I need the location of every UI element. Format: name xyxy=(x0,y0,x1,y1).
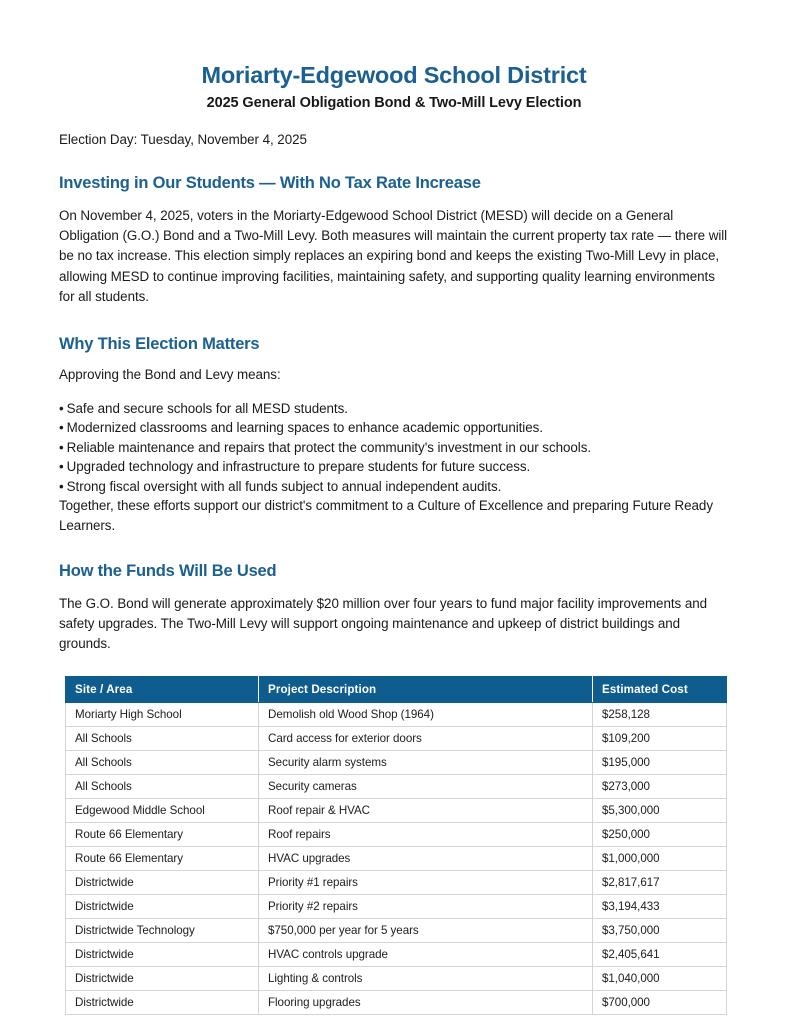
cell-cost: $3,750,000 xyxy=(593,918,727,942)
table-row xyxy=(66,726,727,750)
cell-site: Edgewood Middle School xyxy=(66,798,259,822)
section-investing xyxy=(59,174,729,308)
cell-description: Flooring upgrades xyxy=(259,990,593,1014)
section-closing-why-matters: Together, these efforts support our district's commitment to a Culture of Excellence and preparing Future Ready Learners. xyxy=(59,498,713,533)
cell-cost: $1,040,000 xyxy=(593,966,727,990)
cell-site: Districtwide xyxy=(66,870,259,894)
list-item xyxy=(59,399,729,419)
column-header-cost: Estimated Cost xyxy=(593,676,727,702)
table-row xyxy=(66,846,727,870)
cell-cost: $109,200 xyxy=(593,726,727,750)
benefits-bullet-list xyxy=(59,399,729,497)
project-cost-table xyxy=(65,676,727,1015)
cell-description: Priority #1 repairs xyxy=(259,870,593,894)
cell-cost: $1,000,000 xyxy=(593,846,727,870)
cell-site: Route 66 Elementary xyxy=(66,822,259,846)
section-heading-investing: Investing in Our Students — With No Tax Rate Increase xyxy=(59,173,481,192)
cell-description: $750,000 per year for 5 years xyxy=(259,918,593,942)
table-row xyxy=(66,774,727,798)
list-item-label: Upgraded technology and infrastructure to prepare students for future success. xyxy=(66,459,531,475)
section-paragraph-investing: On November 4, 2025, voters in the Moriarty-Edgewood School District (MESD) will decide on a General Obligation (G.O.) Bond and a Two-Mill Levy. Both measures will maintain the current property tax rate — there will be no tax increase. This election simply replaces an expiring bond and keeps the existing Two-Mill Levy in place, allowing MESD to continue improving facilities, maintaining safety, and supporting quality learning environments for all students. xyxy=(59,207,728,305)
table-row xyxy=(66,702,727,726)
list-item-label: Reliable maintenance and repairs that protect the community's investment in our schools. xyxy=(66,439,592,455)
section-heading-why-matters: Why This Election Matters xyxy=(59,334,260,353)
list-item xyxy=(59,457,729,477)
table-row xyxy=(66,750,727,774)
cell-cost: $273,000 xyxy=(593,774,727,798)
list-item xyxy=(59,418,729,438)
cell-site: Districtwide xyxy=(66,990,259,1014)
bullet-dot-icon: • xyxy=(59,459,64,475)
bullet-dot-icon: • xyxy=(59,478,64,494)
bullet-dot-icon: • xyxy=(59,439,64,455)
section-why-matters xyxy=(59,335,729,536)
cell-cost: $2,817,617 xyxy=(593,870,727,894)
table-row xyxy=(66,798,727,822)
cell-cost: $3,194,433 xyxy=(593,894,727,918)
cell-description: Demolish old Wood Shop (1964) xyxy=(259,702,593,726)
section-paragraph-how-funds-used: The G.O. Bond will generate approximately $20 million over four years to fund major facility improvements and safety upgrades. The Two-Mill Levy will support ongoing maintenance and upkeep of district buildings and grounds. xyxy=(59,595,708,651)
election-day-line: Election Day: Tuesday, November 4, 2025 xyxy=(59,131,307,147)
cell-site: All Schools xyxy=(66,774,259,798)
cost-table-container xyxy=(65,676,729,1015)
cell-cost: $258,128 xyxy=(593,702,727,726)
cell-description: Security cameras xyxy=(259,774,593,798)
table-row xyxy=(66,942,727,966)
cell-site: Moriarty High School xyxy=(66,702,259,726)
cell-cost: $5,300,000 xyxy=(593,798,727,822)
list-item-label: Strong fiscal oversight with all funds subject to annual independent audits. xyxy=(66,478,502,494)
list-item-label: Safe and secure schools for all MESD students. xyxy=(66,400,348,416)
cell-site: Districtwide xyxy=(66,966,259,990)
table-row xyxy=(66,966,727,990)
table-row xyxy=(66,990,727,1014)
list-item xyxy=(59,477,729,497)
cell-description: Priority #2 repairs xyxy=(259,894,593,918)
table-body xyxy=(66,702,727,1014)
cell-cost: $2,405,641 xyxy=(593,942,727,966)
cell-description: Lighting & controls xyxy=(259,966,593,990)
cell-site: Districtwide Technology xyxy=(66,918,259,942)
list-item xyxy=(59,438,729,458)
table-row xyxy=(66,822,727,846)
cell-site: Districtwide xyxy=(66,942,259,966)
cell-description: Roof repair & HVAC xyxy=(259,798,593,822)
bullet-dot-icon: • xyxy=(59,400,64,416)
cell-cost: $250,000 xyxy=(593,822,727,846)
table-header xyxy=(66,676,727,702)
table-row xyxy=(66,894,727,918)
cell-site: All Schools xyxy=(66,726,259,750)
cell-cost: $195,000 xyxy=(593,750,727,774)
cell-cost: $700,000 xyxy=(593,990,727,1014)
page-subtitle: 2025 General Obligation Bond & Two-Mill Levy Election xyxy=(206,94,582,111)
cell-site: Districtwide xyxy=(66,894,259,918)
column-header-site: Site / Area xyxy=(66,676,259,702)
page-title: Moriarty-Edgewood School District xyxy=(201,62,587,88)
table-header-row xyxy=(66,676,727,702)
cell-site: Route 66 Elementary xyxy=(66,846,259,870)
section-heading-how-funds-used: How the Funds Will Be Used xyxy=(59,561,277,580)
cell-site: All Schools xyxy=(66,750,259,774)
cell-description: HVAC controls upgrade xyxy=(259,942,593,966)
section-how-funds-used xyxy=(59,562,729,654)
cell-description: Roof repairs xyxy=(259,822,593,846)
cell-description: HVAC upgrades xyxy=(259,846,593,870)
table-row xyxy=(66,918,727,942)
cell-description: Security alarm systems xyxy=(259,750,593,774)
bullet-dot-icon: • xyxy=(59,420,64,436)
list-item-label: Modernized classrooms and learning spaces to enhance academic opportunities. xyxy=(66,420,543,436)
bullet-list-lead-in: Approving the Bond and Levy means: xyxy=(59,366,281,382)
table-row xyxy=(66,870,727,894)
cell-description: Card access for exterior doors xyxy=(259,726,593,750)
column-header-description: Project Description xyxy=(259,676,593,702)
